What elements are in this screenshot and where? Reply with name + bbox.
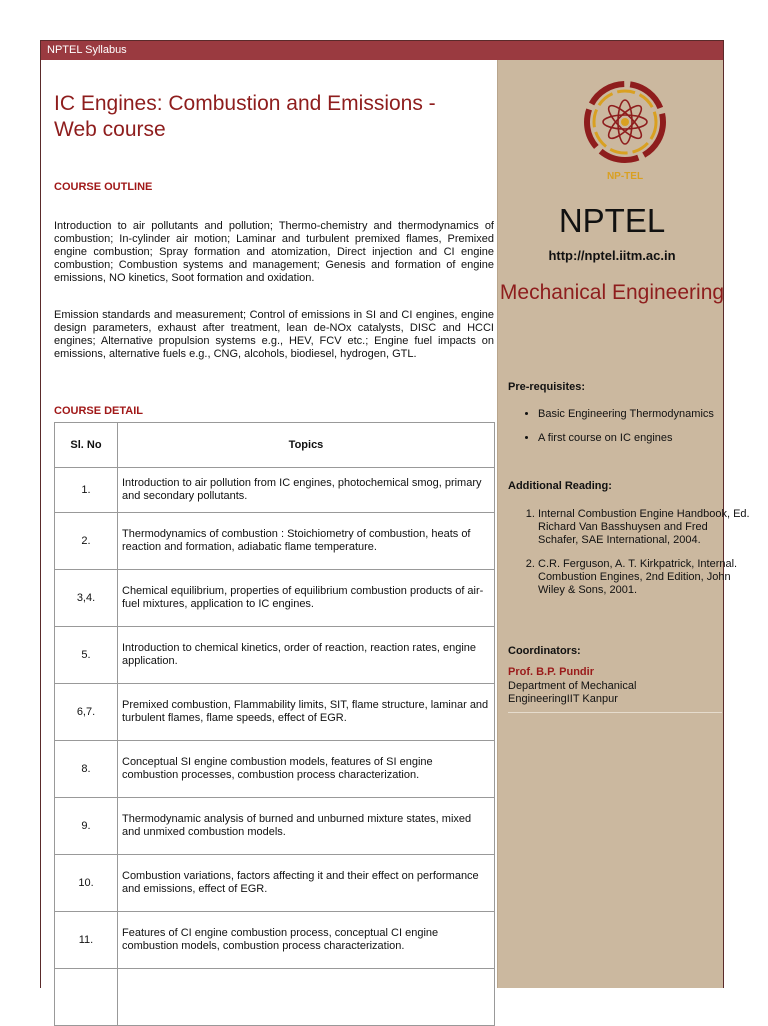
row-topic: Thermodynamics of combustion : Stoichiometry of combustion, heats of reaction and formation, adiabatic flame temperature. — [118, 513, 495, 570]
page-frame — [40, 40, 750, 988]
table-row — [55, 468, 495, 513]
row-topic: Combustion variations, factors affecting it and their effect on performance and emissions, effect of EGR. — [118, 855, 495, 912]
coordinator-name: Prof. B.P. Pundir — [508, 666, 594, 678]
divider — [508, 712, 722, 713]
coordinators-heading: Coordinators: — [508, 645, 581, 657]
course-title: IC Engines: Combustion and Emissions - Web course — [54, 92, 436, 141]
department-name: Mechanical Engineering — [499, 281, 725, 304]
row-topic: Premixed combustion, Flammability limits, SIT, flame structure, laminar and turbulent flames, flame speeds, effect of EGR. — [118, 684, 495, 741]
course-detail-table — [54, 422, 495, 1026]
additional-reading-heading: Additional Reading: — [508, 480, 612, 492]
org-name: NPTEL — [558, 202, 666, 239]
row-number: 11. — [55, 912, 118, 969]
table-row — [55, 741, 495, 798]
header-bar: NPTEL Syllabus — [41, 41, 723, 60]
row-topic: Introduction to chemical kinetics, order of reaction, reaction rates, engine application. — [118, 627, 495, 684]
row-topic: Thermodynamic analysis of burned and unburned mixture states, mixed and unmixed combustion models. — [118, 798, 495, 855]
row-topic: Conceptual SI engine combustion models, features of SI engine combustion processes, combustion process characterization. — [118, 741, 495, 798]
nptel-logo-icon — [582, 78, 668, 184]
table-row — [55, 570, 495, 627]
outline-paragraph-1: Introduction to air pollutants and pollution; Thermo-chemistry and thermodynamics of combustion; In-cylinder air motion; Laminar and turbulent premixed flames, Premixed engine combustion; Spray formation and atomization, Direct injection and CI engine combustion; Combustion systems and management; Genesis and formation of engine emissions, NO kinetics, Soot formation and oxidation. — [54, 220, 494, 284]
logo-text: NP-TEL — [606, 171, 644, 182]
prerequisites-list — [508, 408, 750, 456]
column-header-topics: Topics — [118, 423, 495, 468]
row-number: 1. — [55, 468, 118, 513]
table-row — [55, 969, 495, 1026]
main-content — [41, 60, 497, 988]
table-row — [55, 627, 495, 684]
list-item: • Basic Engineering Thermodynamics — [538, 408, 750, 421]
row-number: 6,7. — [55, 684, 118, 741]
row-number: 2. — [55, 513, 118, 570]
course-detail-heading: COURSE DETAIL — [54, 405, 144, 417]
table-row — [55, 798, 495, 855]
column-header-number: Sl. No — [55, 423, 118, 468]
row-topic: Features of CI engine combustion process, conceptual CI engine combustion models, combustion process characterization. — [118, 912, 495, 969]
row-number: 10. — [55, 855, 118, 912]
row-number: 9. — [55, 798, 118, 855]
row-number — [55, 969, 118, 1026]
row-topic: Introduction to air pollution from IC engines, photochemical smog, primary and secondary pollutants. — [118, 468, 495, 513]
table-row — [55, 855, 495, 912]
table-row — [55, 513, 495, 570]
coordinator-department: Department of Mechanical EngineeringIIT Kanpur — [508, 680, 637, 705]
list-item: 2. C.R. Ferguson, A. T. Kirkpatrick, Internal. Combustion Engines, 2nd Edition, John Wiley & Sons, 2001. — [538, 558, 750, 597]
list-item: 1. Internal Combustion Engine Handbook, Ed. Richard Van Basshuysen and Fred Schafer, SAE International, 2004. — [538, 508, 750, 547]
nptel-url-link[interactable]: http://nptel.iitm.ac.in — [548, 248, 676, 263]
row-topic: Chemical equilibrium, properties of equilibrium combustion products of air-fuel mixtures, application to IC engines. — [118, 570, 495, 627]
row-number: 8. — [55, 741, 118, 798]
prerequisites-heading: Pre-requisites: — [508, 381, 586, 393]
course-outline-heading: COURSE OUTLINE — [54, 181, 153, 193]
additional-reading-list — [508, 508, 750, 608]
table-row — [55, 684, 495, 741]
row-number: 5. — [55, 627, 118, 684]
sidebar — [497, 60, 750, 988]
row-number: 3,4. — [55, 570, 118, 627]
row-topic — [118, 969, 495, 1026]
list-item: • A first course on IC engines — [538, 432, 750, 445]
table-row — [55, 912, 495, 969]
outline-paragraph-2: Emission standards and measurement; Control of emissions in SI and CI engines, engine design parameters, exhaust after treatment, lean de-NOx catalysts, DISC and HCCI engines; Alternative propulsion systems e.g., HEV, FCV etc.; Engine fuel impacts on emissions, alternative fuels e.g., CNG, alcohols, biodiesel, hydrogen, GTL. — [54, 309, 494, 360]
